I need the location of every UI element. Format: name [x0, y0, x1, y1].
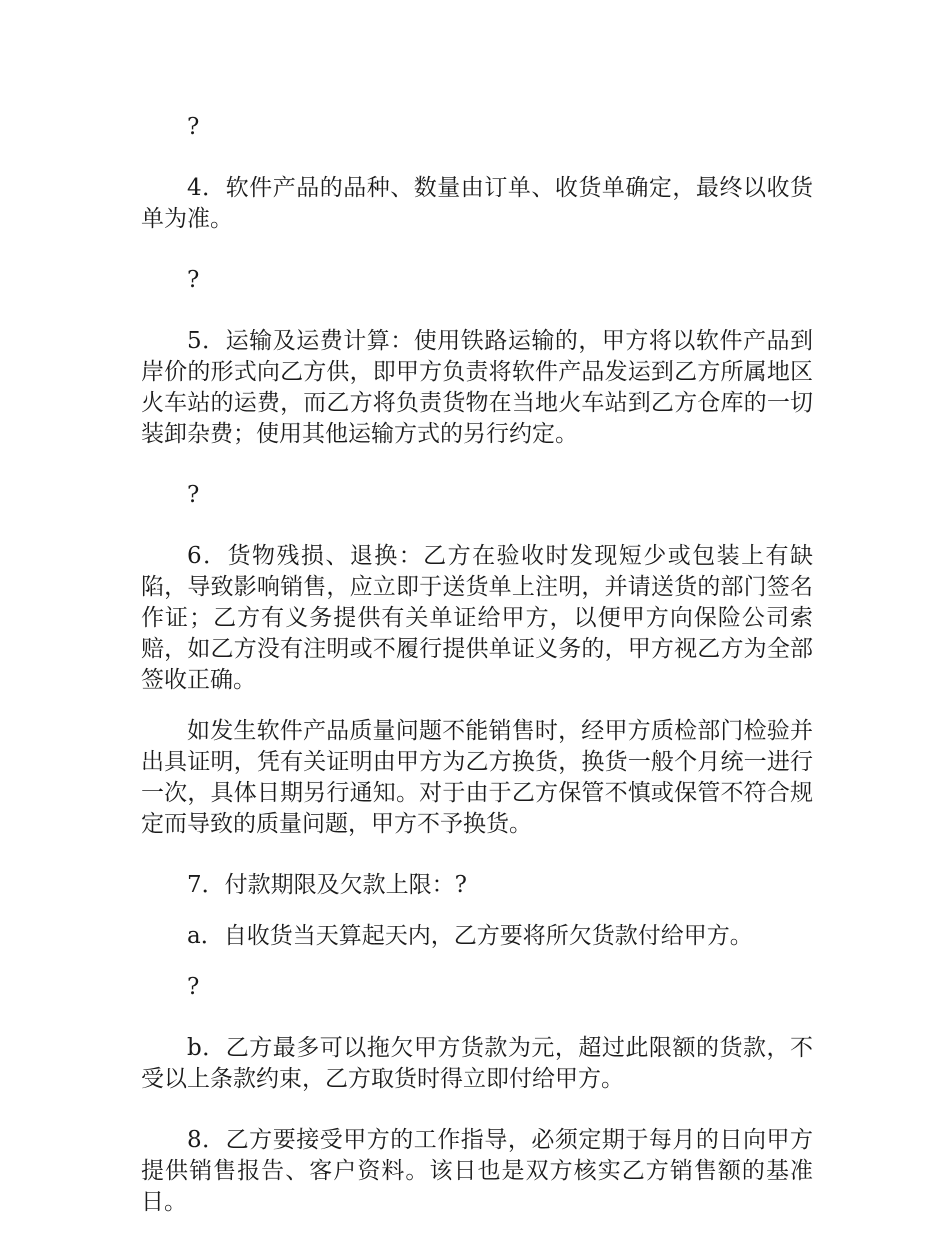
placeholder-mark: ? [187, 114, 200, 140]
clause-6: 6．货物残损、退换：乙方在验收时发现短少或包装上有缺陷，导致影响销售，应立即于送货单上注明，并请送货的部门签名作证；乙方有义务提供有关单证给甲方，以便甲方向保险公司索赔，如乙方没有注明或不履行提供单证义务的，甲方视乙方为全部签收正确。 [141, 543, 813, 693]
document-body [141, 112, 813, 1248]
placeholder-mark: ? [187, 974, 200, 1000]
placeholder-mark: ? [187, 482, 200, 508]
placeholder-mark: ? [187, 267, 200, 293]
clause-7: 7．付款期限及欠款上限：? [187, 872, 467, 898]
clause-7a: a．自收货当天算起天内，乙方要将所欠货款付给甲方。 [187, 923, 753, 949]
clause-6-quality: 如发生软件产品质量问题不能销售时，经甲方质检部门检验并出具证明，凭有关证明由甲方为乙方换货，换货一般个月统一进行一次，具体日期另行通知。对于由于乙方保管不慎或保管不符合规定而导致的质量问题，甲方不予换货。 [141, 718, 813, 837]
clause-7b: b．乙方最多可以拖欠甲方货款为元，超过此限额的货款，不受以上条款约束，乙方取货时得立即付给甲方。 [141, 1035, 813, 1092]
clause-5: 5．运输及运费计算：使用铁路运输的，甲方将以软件产品到岸价的形式向乙方供，即甲方负责将软件产品发运到乙方所属地区火车站的运费，而乙方将负责货物在当地火车站到乙方仓库的一切装卸杂费；使用其他运输方式的另行约定。 [141, 328, 813, 447]
clause-8: 8．乙方要接受甲方的工作指导，必须定期于每月的日向甲方提供销售报告、客户资料。该日也是双方核实乙方销售额的基准日。 [141, 1127, 813, 1215]
clause-4: 4．软件产品的品种、数量由订单、收货单确定，最终以收货单为准。 [141, 175, 813, 232]
